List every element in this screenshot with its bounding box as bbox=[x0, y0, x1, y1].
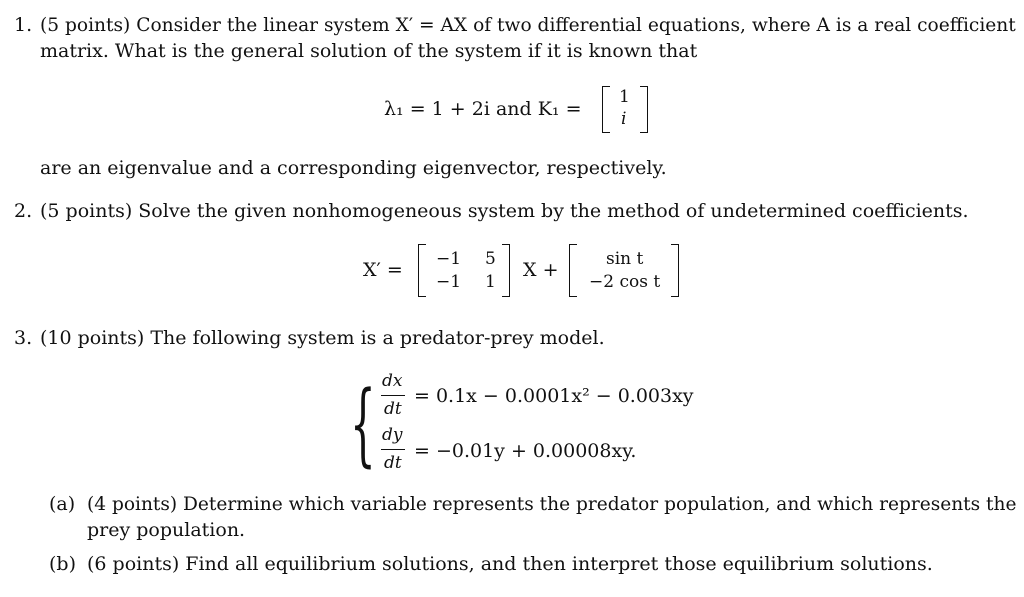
matrix-entry-11: −1 bbox=[436, 249, 462, 269]
forcing-top-entry: sin t bbox=[606, 249, 644, 269]
problem-3-line-1: (10 points) The following system is a predator-prey model. bbox=[40, 327, 605, 349]
problem-1-line-1: (5 points) Consider the linear system X′ = AX of two differential equations, where A is a real coefficient bbox=[40, 14, 1016, 36]
system-equation-lhs: X′ = bbox=[363, 259, 403, 281]
equation-1-numerator: dx bbox=[382, 371, 403, 391]
part-a-line-1: (4 points) Determine which variable represents the predator population, and which represents the bbox=[87, 493, 1017, 515]
equation-2-numerator: dy bbox=[382, 425, 403, 445]
eigenvector-top-entry: 1 bbox=[619, 87, 630, 107]
matrix-entry-21: −1 bbox=[436, 272, 462, 292]
forcing-left-bracket bbox=[569, 244, 577, 297]
equation-2-denominator: dt bbox=[384, 453, 402, 473]
system-equation-middle: X + bbox=[523, 259, 559, 281]
equation-1-rhs: = 0.1x − 0.0001x² − 0.003xy bbox=[414, 385, 694, 407]
eigenvalue-equation-lhs: λ₁ = 1 + 2i and K₁ = bbox=[384, 98, 582, 120]
equation-1-denominator: dt bbox=[384, 399, 402, 419]
problem-1-line-3: are an eigenvalue and a corresponding eigenvector, respectively. bbox=[40, 157, 667, 179]
forcing-bottom-entry: −2 cos t bbox=[589, 272, 661, 292]
problem-2-line-1: (5 points) Solve the given nonhomogeneous system by the method of undetermined coefficients. bbox=[40, 200, 969, 222]
problem-3-number: 3. bbox=[14, 327, 33, 349]
part-b-label: (b) bbox=[49, 553, 76, 575]
part-a-label: (a) bbox=[49, 493, 76, 515]
problem-2-number: 2. bbox=[14, 200, 33, 222]
vector-left-bracket bbox=[602, 86, 610, 133]
matrix-right-bracket bbox=[502, 244, 510, 297]
equation-2-rhs: = −0.01y + 0.00008xy. bbox=[414, 440, 637, 462]
problem-1-number: 1. bbox=[14, 14, 33, 36]
problem-1-line-2: matrix. What is the general solution of the system if it is known that bbox=[40, 40, 698, 62]
part-a-line-2: prey population. bbox=[87, 519, 246, 541]
equation-1-fraction-bar bbox=[381, 395, 405, 396]
part-b-line-1: (6 points) Find all equilibrium solutions, and then interpret those equilibrium solutions. bbox=[87, 553, 933, 575]
matrix-left-bracket bbox=[418, 244, 426, 297]
forcing-right-bracket bbox=[671, 244, 679, 297]
eigenvector-bottom-entry: i bbox=[621, 109, 627, 129]
equation-2-fraction-bar bbox=[381, 449, 405, 450]
matrix-entry-22: 1 bbox=[485, 272, 496, 292]
system-brace: { bbox=[350, 372, 376, 477]
matrix-entry-12: 5 bbox=[485, 249, 496, 269]
vector-right-bracket bbox=[640, 86, 648, 133]
